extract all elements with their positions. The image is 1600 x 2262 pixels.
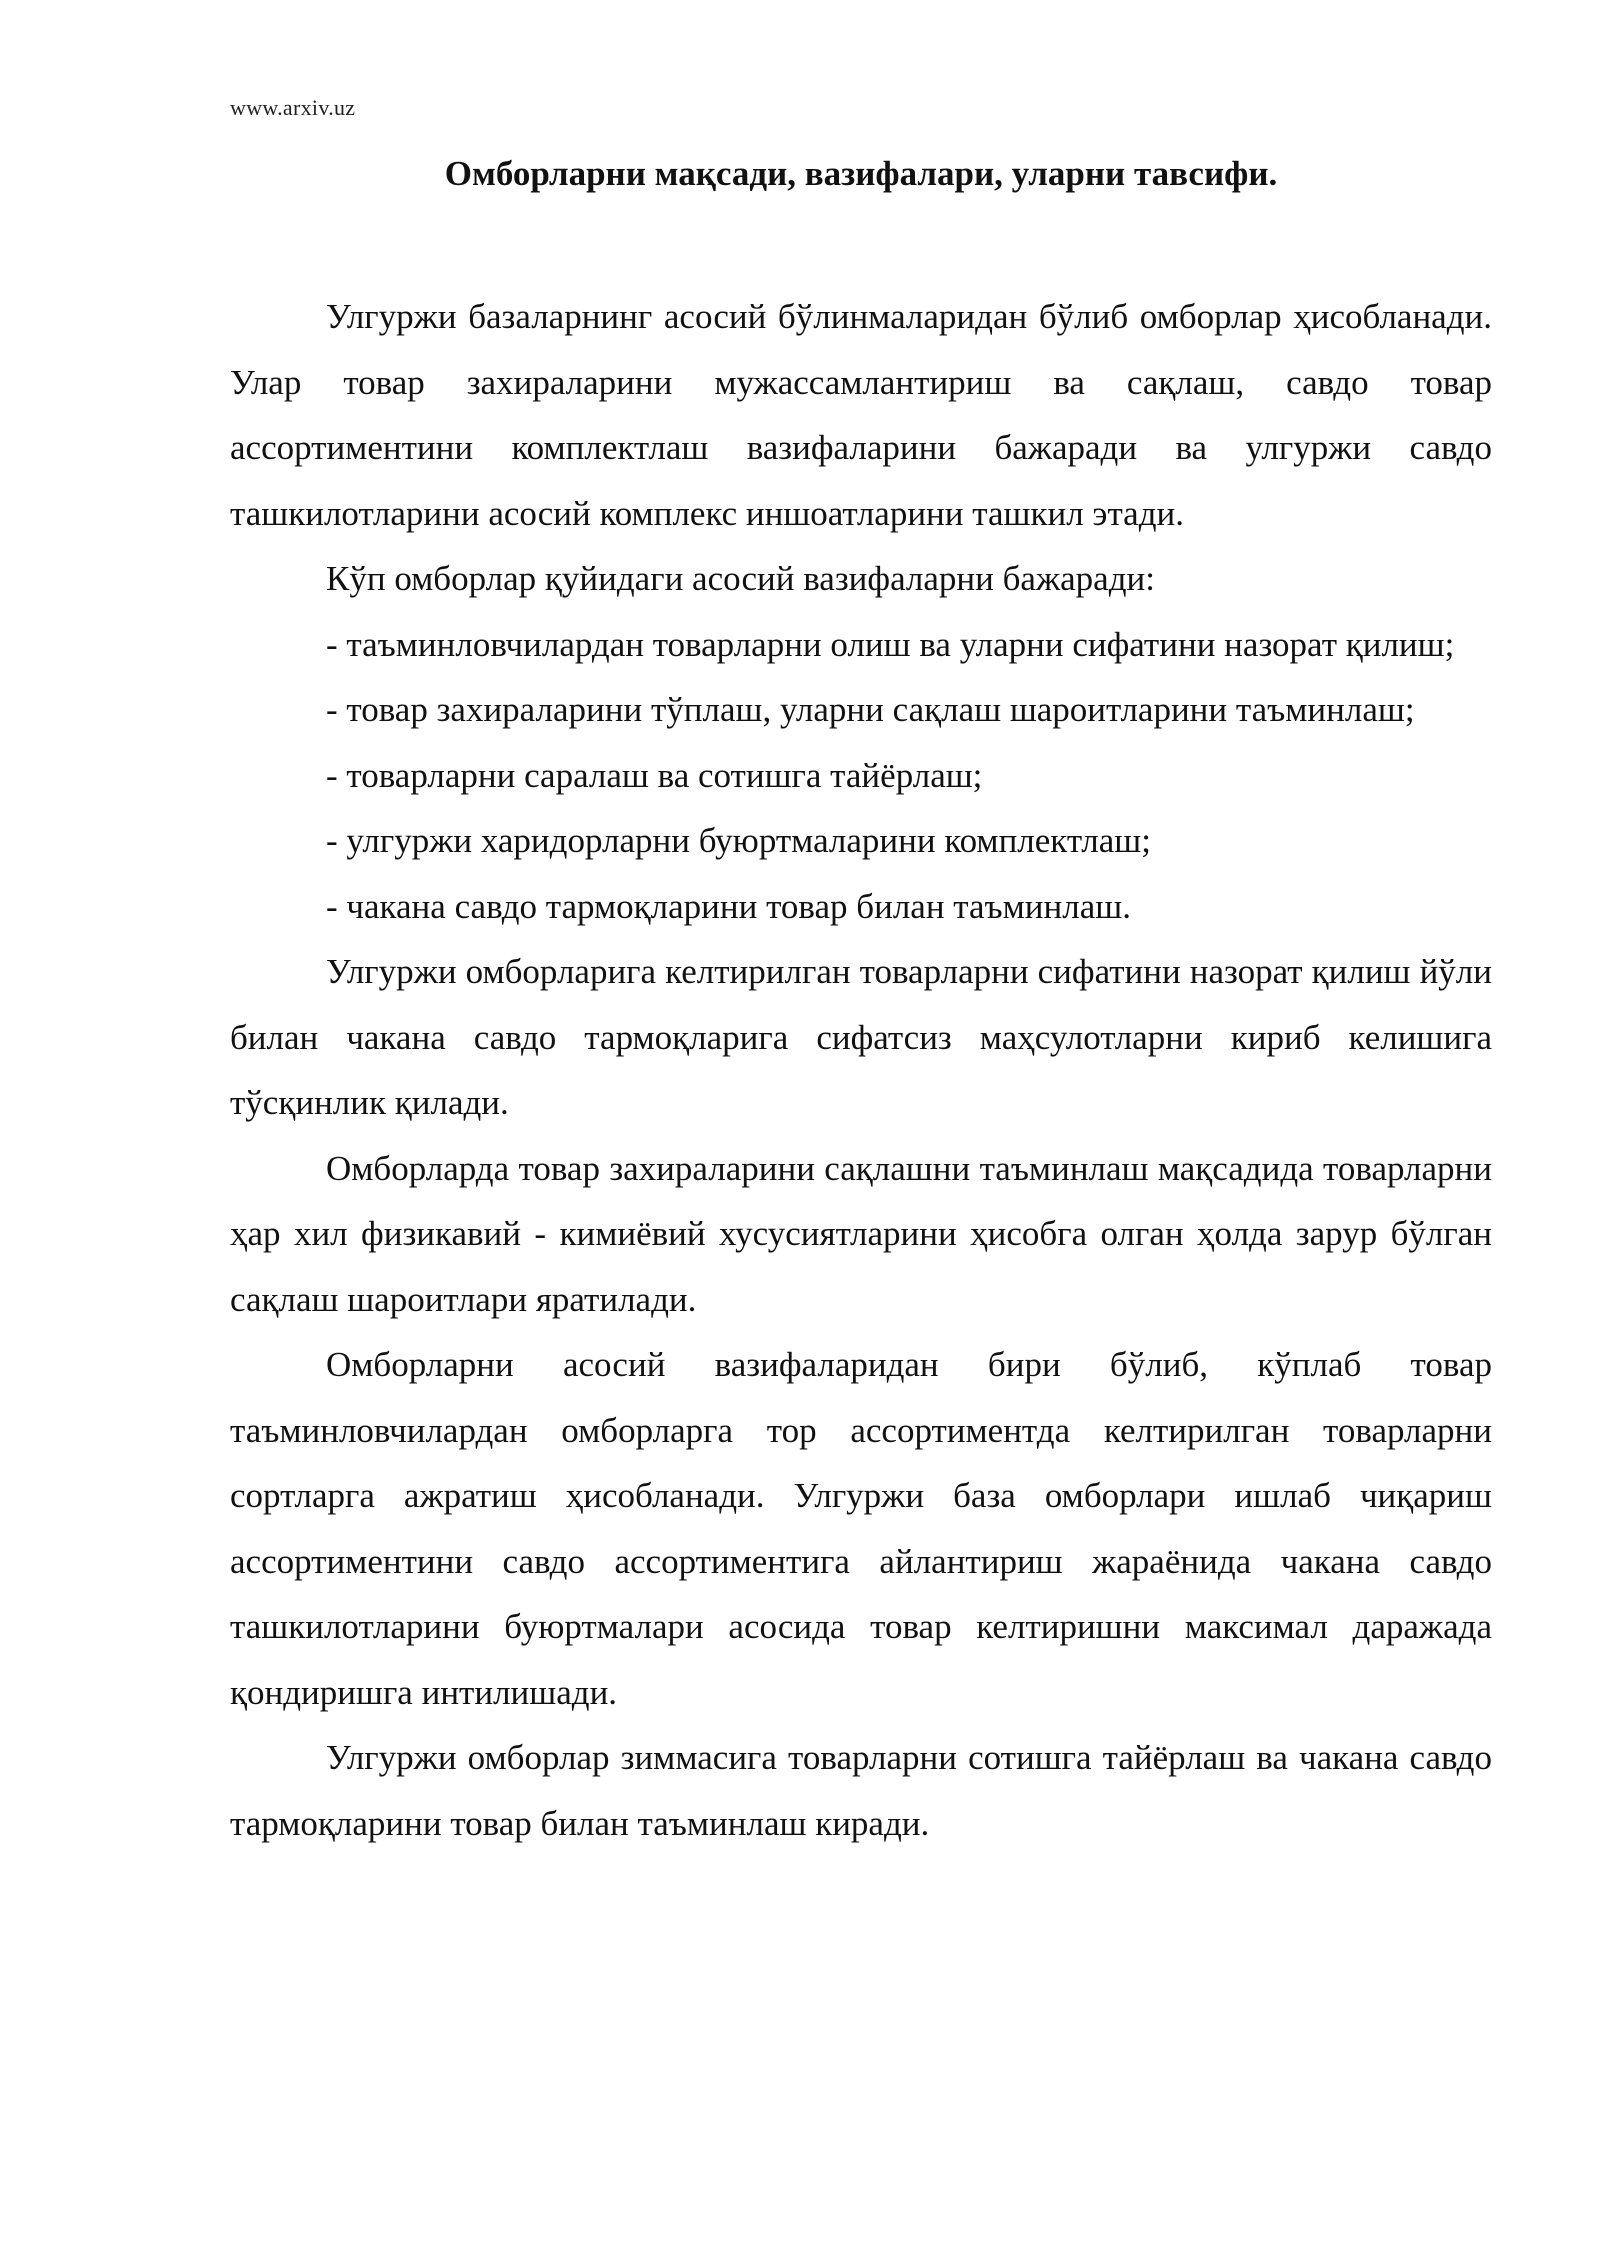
paragraph-intro: Улгуржи базаларнинг асосий бўлинмаларидан бўлиб омборлар ҳисобланади. Улар товар захираларини мужассамлантириш ва сақлаш, савдо товар ассортиментини комплектлаш вазифаларини бажаради ва улгуржи савдо ташкилотларини асосий комплекс иншоатларини ташкил этади. [230,297,1492,533]
source-url: www.arxiv.uz [230,95,356,120]
list-item: - улгуржи харидорларни буюртмаларини комплектлаш; [326,821,1151,860]
document-body [230,284,1492,1856]
paragraph-tasks-lead: Кўп омборлар қуйидаги асосий вазифаларни бажаради: [326,559,1155,598]
list-item: - товар захираларини тўплаш, уларни сақлаш шароитларини таъминлаш; [326,690,1415,729]
document-title: Омборларни мақсади, вазифалари, уларни тавсифи. [444,154,1278,193]
list-item: - товарларни саралаш ва сотишга тайёрлаш; [326,755,983,795]
paragraph-sorting: Омборларни асосий вазифаларидан бири бўлиб, кўплаб товар таъминловчилардан омборларга тор ассортиментда келтирилган товарларни сортларга ажратиш ҳисобланади. Улгуржи база омборлари ишлаб чиқариш ассортиментини савдо ассортиментига айлантириш жараёнида чакана савдо ташкилотларини буюртмалари асосида товар келтиришни максимал даражада қондиришга интилишади. [230,1345,1492,1712]
paragraph-conclusion: Улгуржи омборлар зиммасига товарларни сотишга тайёрлаш ва чакана савдо тармоқларини товар билан таъминлаш киради. [230,1738,1492,1843]
list-item: - таъминловчилардан товарларни олиш ва уларни сифатини назорат қилиш; [326,624,1455,664]
list-item: - чакана савдо тармоқларини товар билан таъминлаш. [326,886,1131,926]
paragraph-storage-conditions: Омборларда товар захираларини сақлашни таъминлаш мақсадида товарларни ҳар хил физикавий - кимиёвий хусусиятларини ҳисобга олган ҳолда зарур бўлган сақлаш шароитлари яратилади. [230,1148,1492,1319]
paragraph-quality-control: Улгуржи омборларига келтирилган товарларни сифатини назорат қилиш йўли билан чакана савдо тармоқларига сифатсиз маҳсулотларни кириб келишига тўсқинлик қилади. [230,952,1492,1122]
